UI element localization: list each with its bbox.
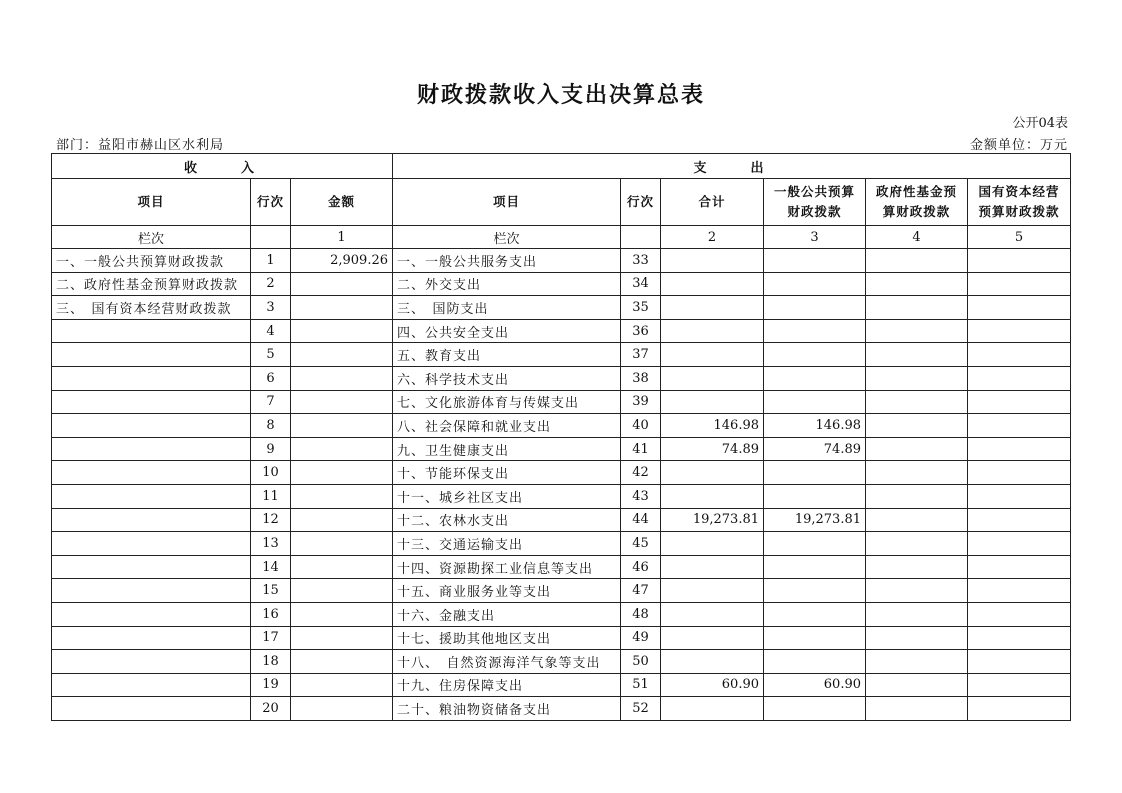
income-amount xyxy=(291,319,393,343)
state-capital-amount xyxy=(968,319,1071,343)
header-column-row xyxy=(52,179,1071,226)
income-row-no: 8 xyxy=(251,414,291,438)
total-amount xyxy=(661,650,764,674)
expense-item: 十三、交通运输支出 xyxy=(393,532,621,556)
gov-fund-amount xyxy=(866,602,968,626)
general-budget-amount xyxy=(764,532,866,556)
gov-fund-amount xyxy=(866,673,968,697)
income-row-no: 5 xyxy=(251,343,291,367)
form-number: 公开04表 xyxy=(1012,116,1068,131)
gov-fund-amount xyxy=(866,343,968,367)
col-4: 4 xyxy=(866,226,968,249)
state-capital-amount xyxy=(968,437,1071,461)
expense-row-no: 35 xyxy=(621,296,661,320)
income-row-no: 14 xyxy=(251,555,291,579)
total-amount: 74.89 xyxy=(661,437,764,461)
income-amount xyxy=(291,296,393,320)
table-row xyxy=(52,296,1071,320)
expense-item: 十四、资源勘探工业信息等支出 xyxy=(393,555,621,579)
income-amount xyxy=(291,414,393,438)
header-section-row xyxy=(52,154,1071,179)
general-budget-amount xyxy=(764,650,866,674)
total-amount xyxy=(661,366,764,390)
income-amount xyxy=(291,343,393,367)
general-budget-amount xyxy=(764,319,866,343)
state-capital-amount xyxy=(968,366,1071,390)
expense-item: 九、卫生健康支出 xyxy=(393,437,621,461)
table-row xyxy=(52,390,1071,414)
general-budget-amount: 60.90 xyxy=(764,673,866,697)
general-budget-amount xyxy=(764,343,866,367)
table-row xyxy=(52,414,1071,438)
income-item: 二、政府性基金预算财政拨款 xyxy=(52,272,251,296)
gov-fund-amount xyxy=(866,508,968,532)
income-row-no: 9 xyxy=(251,437,291,461)
expense-row-no: 38 xyxy=(621,366,661,390)
expense-row-no: 37 xyxy=(621,343,661,367)
expense-item: 一、一般公共服务支出 xyxy=(393,249,621,273)
col-3: 3 xyxy=(764,226,866,249)
income-header: 收 入 xyxy=(52,154,393,179)
income-amount xyxy=(291,461,393,485)
income-amount xyxy=(291,272,393,296)
expense-item: 十六、金融支出 xyxy=(393,602,621,626)
expense-row-no: 52 xyxy=(621,697,661,721)
gov-fund-amount xyxy=(866,296,968,320)
gov-fund-amount xyxy=(866,532,968,556)
state-capital-amount xyxy=(968,626,1071,650)
gov-fund-amount xyxy=(866,555,968,579)
gov-fund-amount xyxy=(866,390,968,414)
gov-fund-amount xyxy=(866,437,968,461)
income-item xyxy=(52,461,251,485)
gov-fund-amount xyxy=(866,484,968,508)
total-amount: 60.90 xyxy=(661,673,764,697)
income-amount xyxy=(291,697,393,721)
table-row xyxy=(52,555,1071,579)
expense-item: 十、节能环保支出 xyxy=(393,461,621,485)
income-item xyxy=(52,437,251,461)
expense-row-no: 43 xyxy=(621,484,661,508)
budget-table xyxy=(51,153,1071,721)
table-row xyxy=(52,626,1071,650)
income-row-no: 3 xyxy=(251,296,291,320)
general-budget-amount xyxy=(764,555,866,579)
state-capital-amount xyxy=(968,602,1071,626)
income-item xyxy=(52,390,251,414)
table-row xyxy=(52,366,1071,390)
state-capital-amount xyxy=(968,579,1071,603)
income-item xyxy=(52,555,251,579)
col-2: 2 xyxy=(661,226,764,249)
expense-row-no: 44 xyxy=(621,508,661,532)
page-title: 财政拨款收入支出决算总表 xyxy=(416,83,705,108)
gov-fund-amount xyxy=(866,414,968,438)
state-capital-amount xyxy=(968,249,1071,273)
table-row xyxy=(52,673,1071,697)
general-budget-amount: 19,273.81 xyxy=(764,508,866,532)
state-capital-amount xyxy=(968,461,1071,485)
income-row-no: 12 xyxy=(251,508,291,532)
expense-header: 支 出 xyxy=(393,154,1071,179)
gov-fund-amount xyxy=(866,366,968,390)
income-row-no: 11 xyxy=(251,484,291,508)
expense-rowno-header: 行次 xyxy=(621,179,661,226)
income-row-no: 6 xyxy=(251,366,291,390)
col-5: 5 xyxy=(968,226,1071,249)
income-item-header: 项目 xyxy=(52,179,251,226)
expense-row-no: 39 xyxy=(621,390,661,414)
expense-item: 十一、城乡社区支出 xyxy=(393,484,621,508)
expense-item: 四、公共安全支出 xyxy=(393,319,621,343)
total-amount xyxy=(661,626,764,650)
income-amount-header: 金额 xyxy=(291,179,393,226)
table-row xyxy=(52,579,1071,603)
income-item xyxy=(52,602,251,626)
table-row xyxy=(52,532,1071,556)
state-capital-amount xyxy=(968,508,1071,532)
income-item xyxy=(52,508,251,532)
income-amount xyxy=(291,484,393,508)
state-capital-amount xyxy=(968,650,1071,674)
expense-row-no: 36 xyxy=(621,319,661,343)
total-amount xyxy=(661,343,764,367)
total-amount xyxy=(661,697,764,721)
expense-item: 二、外交支出 xyxy=(393,272,621,296)
income-row-no: 1 xyxy=(251,249,291,273)
table-row xyxy=(52,319,1071,343)
general-budget-amount xyxy=(764,249,866,273)
expense-item: 六、科学技术支出 xyxy=(393,366,621,390)
total-amount: 146.98 xyxy=(661,414,764,438)
expense-item: 十七、援助其他地区支出 xyxy=(393,626,621,650)
expense-row-no: 45 xyxy=(621,532,661,556)
general-budget-amount xyxy=(764,626,866,650)
gov-fund-amount xyxy=(866,319,968,343)
income-item xyxy=(52,414,251,438)
total-amount xyxy=(661,296,764,320)
state-capital-amount xyxy=(968,272,1071,296)
total-header: 合计 xyxy=(661,179,764,226)
general-budget-amount xyxy=(764,579,866,603)
gov-fund-amount xyxy=(866,650,968,674)
expense-item: 十八、 自然资源海洋气象等支出 xyxy=(393,650,621,674)
expense-item-header: 项目 xyxy=(393,179,621,226)
state-capital-amount xyxy=(968,532,1071,556)
expense-item: 五、教育支出 xyxy=(393,343,621,367)
state-capital-amount xyxy=(968,484,1071,508)
expense-item: 七、文化旅游体育与传媒支出 xyxy=(393,390,621,414)
expense-row-no: 41 xyxy=(621,437,661,461)
gov-fund-header: 政府性基金预算财政拨款 xyxy=(866,179,968,226)
general-budget-amount xyxy=(764,461,866,485)
col-1: 1 xyxy=(291,226,393,249)
income-amount: 2,909.26 xyxy=(291,249,393,273)
income-item xyxy=(52,579,251,603)
income-row-no: 19 xyxy=(251,673,291,697)
table-row xyxy=(52,484,1071,508)
general-budget-header: 一般公共预算财政拨款 xyxy=(764,179,866,226)
general-budget-amount xyxy=(764,697,866,721)
income-item xyxy=(52,697,251,721)
expense-row-no: 47 xyxy=(621,579,661,603)
expense-row-no: 48 xyxy=(621,602,661,626)
expense-item: 二十、粮油物资储备支出 xyxy=(393,697,621,721)
gov-fund-amount xyxy=(866,461,968,485)
expense-item: 八、社会保障和就业支出 xyxy=(393,414,621,438)
income-item xyxy=(52,626,251,650)
state-capital-amount xyxy=(968,414,1071,438)
total-amount xyxy=(661,484,764,508)
income-amount xyxy=(291,532,393,556)
income-amount xyxy=(291,508,393,532)
expense-col-label: 栏次 xyxy=(393,226,621,249)
total-amount xyxy=(661,532,764,556)
income-amount xyxy=(291,673,393,697)
expense-row-no: 40 xyxy=(621,414,661,438)
table-row xyxy=(52,697,1071,721)
general-budget-amount: 146.98 xyxy=(764,414,866,438)
table-row xyxy=(52,343,1071,367)
state-capital-header: 国有资本经营预算财政拨款 xyxy=(968,179,1071,226)
state-capital-amount xyxy=(968,343,1071,367)
income-row-no: 15 xyxy=(251,579,291,603)
expense-item: 十五、商业服务业等支出 xyxy=(393,579,621,603)
table-row xyxy=(52,437,1071,461)
income-amount xyxy=(291,555,393,579)
column-index-row xyxy=(52,226,1071,249)
income-row-no: 7 xyxy=(251,390,291,414)
expense-row-no: 46 xyxy=(621,555,661,579)
general-budget-amount xyxy=(764,296,866,320)
state-capital-amount xyxy=(968,296,1071,320)
income-amount xyxy=(291,626,393,650)
general-budget-amount xyxy=(764,484,866,508)
income-row-no: 10 xyxy=(251,461,291,485)
expense-item: 三、 国防支出 xyxy=(393,296,621,320)
table-row xyxy=(52,602,1071,626)
general-budget-amount xyxy=(764,390,866,414)
table-row xyxy=(52,650,1071,674)
income-amount xyxy=(291,650,393,674)
income-item xyxy=(52,319,251,343)
table-row xyxy=(52,249,1071,273)
income-item: 三、 国有资本经营财政拨款 xyxy=(52,296,251,320)
income-row-no: 20 xyxy=(251,697,291,721)
total-amount xyxy=(661,249,764,273)
income-item xyxy=(52,532,251,556)
total-amount xyxy=(661,602,764,626)
total-amount xyxy=(661,319,764,343)
income-row-no: 2 xyxy=(251,272,291,296)
expense-row-no: 49 xyxy=(621,626,661,650)
expense-item: 十二、农林水支出 xyxy=(393,508,621,532)
expense-row-no: 42 xyxy=(621,461,661,485)
income-row-no: 17 xyxy=(251,626,291,650)
income-item xyxy=(52,484,251,508)
income-item: 一、一般公共预算财政拨款 xyxy=(52,249,251,273)
gov-fund-amount xyxy=(866,579,968,603)
expense-row-no: 50 xyxy=(621,650,661,674)
total-amount xyxy=(661,390,764,414)
income-item xyxy=(52,673,251,697)
general-budget-amount: 74.89 xyxy=(764,437,866,461)
income-row-no: 13 xyxy=(251,532,291,556)
expense-item: 十九、住房保障支出 xyxy=(393,673,621,697)
expense-row-no: 51 xyxy=(621,673,661,697)
income-rowno-header: 行次 xyxy=(251,179,291,226)
income-item xyxy=(52,343,251,367)
total-amount xyxy=(661,579,764,603)
total-amount: 19,273.81 xyxy=(661,508,764,532)
gov-fund-amount xyxy=(866,249,968,273)
income-row-no: 16 xyxy=(251,602,291,626)
table-row xyxy=(52,272,1071,296)
table-row xyxy=(52,508,1071,532)
state-capital-amount xyxy=(968,673,1071,697)
gov-fund-amount xyxy=(866,626,968,650)
total-amount xyxy=(661,461,764,485)
total-amount xyxy=(661,555,764,579)
general-budget-amount xyxy=(764,272,866,296)
income-col-label: 栏次 xyxy=(52,226,251,249)
gov-fund-amount xyxy=(866,697,968,721)
department-label: 部门：益阳市赫山区水利局 xyxy=(56,138,225,153)
income-amount xyxy=(291,579,393,603)
income-item xyxy=(52,650,251,674)
gov-fund-amount xyxy=(866,272,968,296)
income-amount xyxy=(291,366,393,390)
income-amount xyxy=(291,390,393,414)
total-amount xyxy=(661,272,764,296)
expense-row-no: 34 xyxy=(621,272,661,296)
general-budget-amount xyxy=(764,366,866,390)
unit-label: 金额单位：万元 xyxy=(969,138,1068,153)
income-amount xyxy=(291,602,393,626)
state-capital-amount xyxy=(968,390,1071,414)
table-row xyxy=(52,461,1071,485)
income-item xyxy=(52,366,251,390)
state-capital-amount xyxy=(968,697,1071,721)
income-row-no: 18 xyxy=(251,650,291,674)
income-row-no: 4 xyxy=(251,319,291,343)
general-budget-amount xyxy=(764,602,866,626)
state-capital-amount xyxy=(968,555,1071,579)
expense-row-no: 33 xyxy=(621,249,661,273)
income-amount xyxy=(291,437,393,461)
